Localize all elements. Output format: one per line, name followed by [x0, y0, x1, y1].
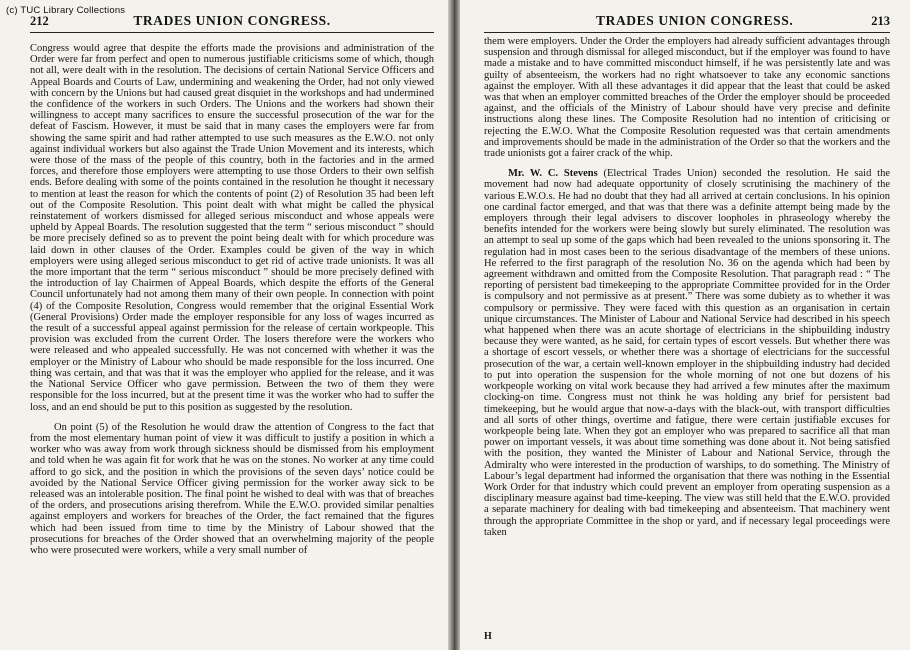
- left-running-head: TRADES UNION CONGRESS.: [133, 13, 331, 28]
- right-page-number: 213: [871, 14, 890, 28]
- right-running-head: TRADES UNION CONGRESS.: [596, 13, 794, 28]
- right-page-header: [484, 12, 890, 33]
- right-paragraph-2: [484, 168, 890, 538]
- left-paragraph-1: Congress would agree that despite the efforts made the provisions and administration of the Order were far from perfect and open to numerous justifiable criticisms some of which, though not all, were dealt with in the resolution. The decisions of certain National Service Officers and Appeal Boards and Courts of Law, undermining and weakening the Order, had not only viewed with concern by the Unions but had caused great disquiet in the workshops and had undermined the confidence of the workers in such Orders. The Unions and the workers had shown their willingness to accept many sacrifices to ensure the successful prosecution of the war for the defeat of Fascism. However, it must be said that in many cases the employers were far from showing the same spirit and had rather attempted to use such measures as the E.W.O. not only against individual workers but also against the Trade Union Movement and its interests, which were those of the mass of the people of this country, both in the factories and in the armed forces, and therefore those employers were attempting to use those Orders to their own selfish ends. Before dealing with some of the points contained in the resolution he thought it necessary to mention at least the reason for which the contents of point (2) of Resolution 35 had been left out of the Composite Resolution. This point dealt with what might be called the physical reinstatement of workers dismissed for alleged serious misconduct and whose appeals were upheld by Appeal Boards. The resolution suggested that the term “ serious misconduct ” should be more precisely defined so as to prevent the point being dealt with for which procedure was laid down in other clauses of the Order. Examples could be given of the way in which employers were using alleged serious misconduct to get rid of active trade unionists. It was all the more important that the term “ serious misconduct ” should be more precisely defined with the introduction of lay Chairmen of Appeal Boards, which despite the efforts of the General Council unfortunately had not among them many of their own people. In connection with point (4) of the Composite Resolution, Congress would remember that the original Essential Work (General Provisions) Order made the employer responsible for any loss of wages incurred as the result of a successful appeal against permission for the release of certain workpeople. This provision was excluded from the current Order. The losers therefore were the workers who were released and who appealed successfully. He was not concerned with whether it was the employer or the Ministry of Labour who should be made responsible for the loss incurred. One thing was certain, and that was that it was the employer who applied for the release, and it was the National Service Officer who gave permission. Between the two of them they were responsible for the loss incurred, but at the present time it was the worker who had to suffer the loss, and an end should be put to this position as suggested by the resolution.: [30, 43, 434, 413]
- left-page-number: 212: [30, 14, 49, 28]
- right-page: [460, 0, 910, 650]
- left-paragraph-2: On point (5) of the Resolution he would draw the attention of Congress to the fact that from the most elementary human point of view it was difficult to justify a position in which a worker who was away from work through sickness should be dismissed from his employment and told when he was again fit for work that he was on the stones. No worker at any time could afford to go sick, and the position in which the provisions of the seven days’ notice could be avoided by the National Service Officer giving permission for the worker away sick to be released was an intolerable position. The final point he wished to deal with was that of breaches of the orders, and prosecutions arising therefrom. While the E.W.O. provided similar penalties against employers and workers for breaches of the Order, the fact remained that the figures which had been issued from time to time by the Ministry of Labour showed that the prosecutions for breaches of the Order showed that an overwhelming majority of the people who were prosecuted were workers, while a very small number of: [30, 421, 434, 556]
- right-page-body: [484, 36, 890, 538]
- right-paragraph-1: them were employers. Under the Order the employers had already sufficient advantages through suspension and through dismissal for alleged misconduct, but if the employer was found to have made a mistake and to have committed misconduct himself, if he was persistently late and was guilty of absenteeism, the workers had no right whatsoever to take any economic sanctions against the employer. With all these advantages it did appear that the least that could be asked was that when an employer committed breaches of the Order the employer should be proceeded against, and the officials of the Ministry of Labour should have very precise and definite instructions along these lines. The Composite Resolution had no intention of criticising or rejecting the E.W.O. What the Composite Resolution requested was that certain amendments and improvements should be made in the administration of the Order so that the workers and the trade unionists got a fairer crack of the whip.: [484, 36, 890, 160]
- left-page: [0, 0, 448, 650]
- copyright-watermark: (c) TUC Library Collections: [6, 5, 126, 16]
- speaker-name: Mr. W. C. Stevens: [508, 168, 598, 180]
- book-gutter: [448, 0, 460, 650]
- left-page-body: [30, 43, 434, 556]
- right-paragraph-2-text: (Electrical Trades Union) seconded the resolution. He said the movement had now had adequate opportunity of closely scrutinising the machinery of the various E.W.O.s. He had no doubt that they had all arrived at certain conclusions. In his opinion one cardinal factor emerged, and that was that there was a definite attempt being made by the employers through their legal advisers to discover loopholes in phraseology whereby the benefits intended for the workers were being slowly but surely eliminated. The resolution was an attempt to seal up some of the gaps which had been revealed to the unions sponsoring it. The regulation had in most cases been to the serious disadvantage of the members of these unions. He referred to the first paragraph of the resolution No. 36 on the agenda which had been by agreement withdrawn and omitted from the Composite Resolution. That paragraph read : “ The reporting of persistent bad timekeeping to the appropriate Committee provided for in the Order is compulsory and not permissive as at present.” There was some dubiety as to whether it was compulsory or permissive. They were faced with this question as an organisation in certain unique circumstances. The Minister of Labour and National Service had described in his speech what happened when there was an acute shortage of electricians in the shipbuilding industry because they were wanted, as he said, for certain types of escort vessels. But whether there was a shortage of escort vessels, or whether there was a shortage of electricians for the successful prosecution of the war, a certain well-known employer in the shipbuilding industry had decided to put into operation the suspension for the whole morning of not one but dozens of his workpeople working on vital work because they had arrived a few minutes after the maximum clocking-on time. Congress must not think he was holding any brief for persistent bad timekeeping, but he would argue that now-a-days with the black-out, with transport difficulties and all sorts of other things, overtime and fatigue, there were certain justifiable excuses for workpeople being late. When they got an employer who was prepared to sacrifice all that man power on important vessels, it was about time something was done about it. Not being satisfied with the position, they wanted the Minister of Labour and National Service, through the Admiralty who were interested in the production of warships, to do something. The Ministry of Labour’s legal department had informed the organisation that there was nothing in the Essential Work Order for that industry which could prevent an employer from operating suspension as a disciplinary measure against bad time-keeping. The view was still held that the E.W.O. provided a separate machinery for dealing with bad timekeeping and absenteeism. That machinery went through the appropriate Committee in the shop or yard, and if necessary legal proceedings were taken: [484, 168, 890, 538]
- signature-mark: H: [484, 631, 492, 642]
